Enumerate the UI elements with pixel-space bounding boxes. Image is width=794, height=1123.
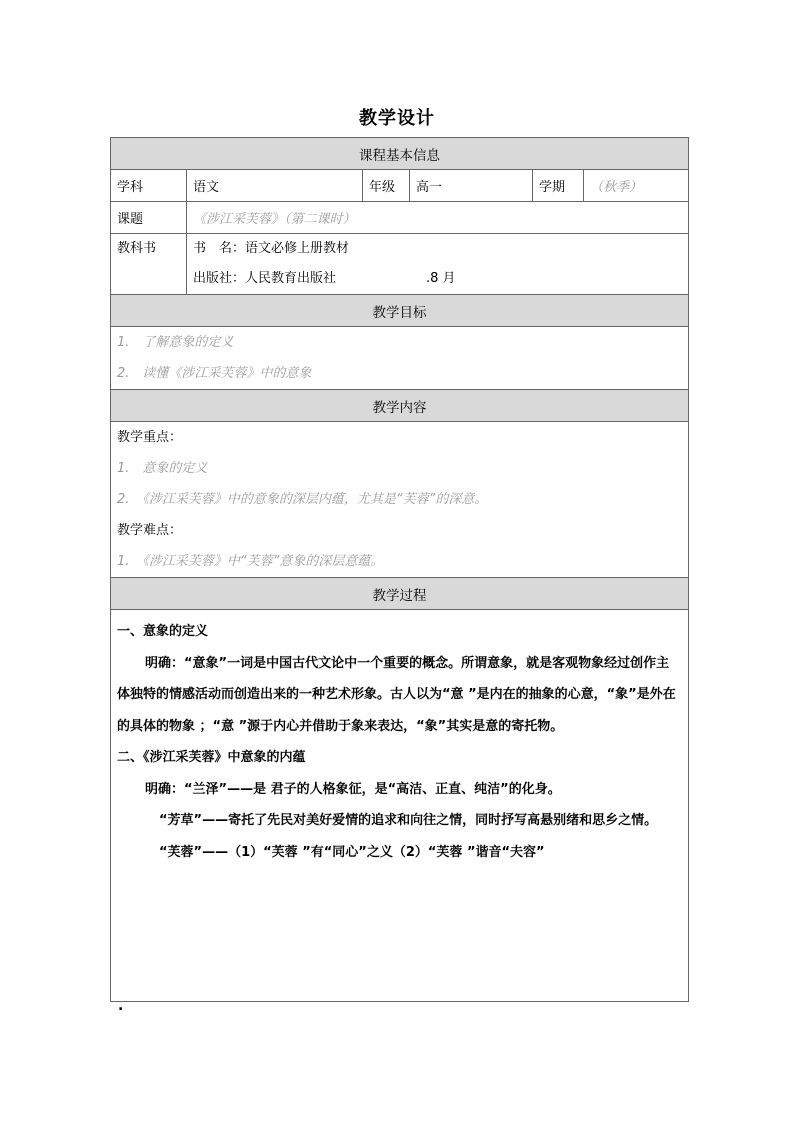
process-body <box>111 610 689 1002</box>
textbook-info <box>187 234 689 295</box>
key-points-label: 教学重点： <box>117 430 183 445</box>
page-title: 教学设计 <box>359 108 435 129</box>
content-row <box>111 422 689 578</box>
goals-list <box>111 327 689 390</box>
basic-info-header-row <box>111 138 689 170</box>
topic-value: 《涉江采芙蓉》（第二课时） <box>187 202 689 234</box>
goal-item: 1. 了解意象的定义 <box>117 335 234 350</box>
subject-label: 学科 <box>111 170 187 202</box>
term-label: 学期 <box>533 170 584 202</box>
grade-value: 高一 <box>410 170 533 202</box>
section1-title: 一、意象的定义 <box>117 624 209 639</box>
key-point-item: 1. 意象的定义 <box>117 461 208 476</box>
subject-value: 语文 <box>187 170 363 202</box>
footer-mark: . <box>118 998 124 1014</box>
grade-label: 年级 <box>363 170 410 202</box>
section2-para1: 明确：“兰泽”——是 君子的人格象征，是“高洁、正直、纯洁”的化身。 <box>145 781 561 797</box>
publish-date: .8 月 <box>426 271 456 286</box>
topic-label: 课题 <box>111 202 187 234</box>
lesson-plan-table <box>110 137 689 1002</box>
term-value: （秋季） <box>584 170 689 202</box>
goals-row <box>111 327 689 390</box>
process-header-row <box>111 578 689 610</box>
key-point-item: 2. 《涉江采芙蓉》中的意象的深层内蕴，尤其是“芙蓉”的深意。 <box>117 492 488 507</box>
content-header-row <box>111 390 689 422</box>
subject-row <box>111 170 689 202</box>
content-header: 教学内容 <box>111 390 689 422</box>
basic-info-header: 课程基本信息 <box>111 138 689 170</box>
textbook-row <box>111 234 689 295</box>
goal-item: 2. 读懂《涉江采芙蓉》中的意象 <box>117 366 312 381</box>
content-body <box>111 422 689 578</box>
goals-header: 教学目标 <box>111 295 689 327</box>
section2-para2: “芳草”——寄托了先民对美好爱情的追求和向往之情，同时抒写高悬别绪和思乡之情。 <box>159 813 658 828</box>
process-header: 教学过程 <box>111 578 689 610</box>
textbook-label: 教科书 <box>111 234 187 295</box>
difficulty-item: 1. 《涉江采芙蓉》中“芙蓉”意象的深层意蕴。 <box>117 554 384 569</box>
section1-body: 明确：“意象”一词是中国古代文论中一个重要的概念。所谓意象，就是客观物象经过创作主体独特的情感活动而创造出来的一种艺术形象。古人以为“意 ”是内在的抽象的心意，“象”是外在的具体的物象 ；“意 ”源于内心并借助于象来表达，“象”其实是意的寄托物。 <box>117 655 676 734</box>
publisher: 出版社：人民教育出版社 <box>193 271 337 286</box>
difficulty-label: 教学难点： <box>117 523 183 538</box>
section2-title: 二、《涉江采芙蓉》中意象的内蕴 <box>117 750 306 765</box>
book-name: 书 名：语文必修上册教材 <box>193 241 350 256</box>
section2-para3: “芙蓉”——（1）“芙蓉 ”有“同心”之义（2）“芙蓉 ”谐音“夫容” <box>159 844 545 860</box>
publisher-line <box>193 264 682 294</box>
process-row <box>111 610 689 1002</box>
topic-row <box>111 202 689 234</box>
goals-header-row <box>111 295 689 327</box>
